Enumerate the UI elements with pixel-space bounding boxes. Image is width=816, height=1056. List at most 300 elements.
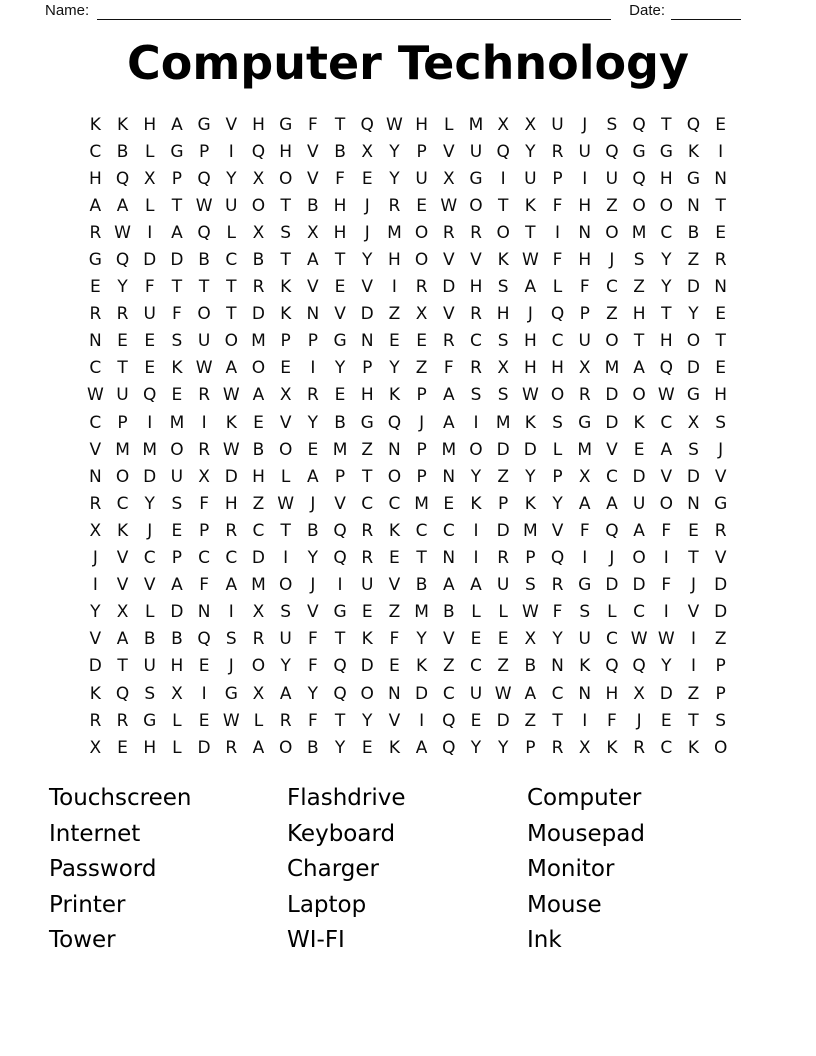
- grid-letter: T: [715, 195, 726, 216]
- grid-letter: O: [469, 195, 483, 216]
- grid-letter: O: [605, 331, 619, 352]
- grid-letter: Y: [416, 629, 427, 650]
- grid-letter: E: [443, 493, 455, 514]
- grid-letter: A: [307, 466, 319, 487]
- grid-letter: O: [360, 683, 374, 704]
- grid-letter: G: [88, 250, 102, 271]
- grid-letter: J: [718, 439, 724, 460]
- grid-letter: I: [473, 412, 479, 433]
- grid-letter: T: [280, 250, 291, 271]
- grid-letter: C: [660, 412, 673, 433]
- grid-letter: B: [415, 575, 428, 596]
- grid-letter: W: [222, 710, 240, 731]
- grid-letter: D: [714, 602, 728, 623]
- grid-letter: A: [225, 575, 238, 596]
- grid-letter: W: [521, 602, 539, 623]
- grid-letter: F: [579, 520, 590, 541]
- grid-letter: K: [225, 412, 237, 433]
- grid-letter: A: [633, 520, 645, 541]
- grid-letter: R: [470, 222, 482, 243]
- grid-letter: N: [578, 683, 592, 704]
- grid-letter: U: [143, 656, 156, 677]
- grid-letter: B: [524, 656, 537, 677]
- grid-letter: O: [251, 358, 266, 379]
- grid-letter: J: [609, 250, 615, 271]
- grid-letter: I: [147, 412, 153, 433]
- grid-letter: Y: [307, 412, 319, 433]
- grid-letter: X: [89, 737, 102, 758]
- grid-letter: G: [333, 602, 347, 623]
- grid-letter: R: [225, 737, 238, 758]
- grid-letter: F: [307, 629, 318, 650]
- grid-letter: D: [360, 656, 374, 677]
- grid-letter: T: [226, 304, 237, 325]
- grid-letter: C: [660, 737, 673, 758]
- grid-letter: S: [715, 412, 727, 433]
- grid-letter: L: [144, 141, 155, 162]
- grid-letter: E: [660, 710, 672, 731]
- grid-letter: K: [687, 141, 700, 162]
- grid-letter: H: [578, 195, 592, 216]
- grid-letter: Q: [197, 168, 211, 189]
- grid-letter: X: [578, 358, 591, 379]
- grid-letter: C: [198, 548, 211, 569]
- grid-letter: J: [690, 575, 696, 596]
- grid-letter: C: [442, 520, 455, 541]
- grid-letter: S: [144, 683, 156, 704]
- grid-letter: D: [88, 656, 102, 677]
- date-blank-line[interactable]: [671, 2, 741, 20]
- grid-letter: W: [630, 629, 648, 650]
- grid-letter: E: [470, 710, 482, 731]
- grid-letter: I: [201, 412, 207, 433]
- grid-letter: U: [524, 168, 537, 189]
- grid-letter: M: [495, 412, 511, 433]
- grid-letter: R: [89, 304, 102, 325]
- grid-letter: R: [198, 439, 210, 460]
- grid-letter: S: [688, 439, 699, 460]
- grid-letter: J: [364, 222, 370, 243]
- grid-letter: E: [334, 277, 346, 298]
- grid-letter: P: [715, 656, 726, 677]
- grid-letter: R: [470, 304, 482, 325]
- grid-letter: X: [116, 602, 129, 623]
- grid-letter: G: [360, 412, 374, 433]
- grid-letter: T: [171, 195, 183, 216]
- grid-letter: F: [607, 710, 617, 731]
- grid-letter: C: [605, 277, 618, 298]
- grid-letter: H: [252, 114, 265, 135]
- grid-letter: I: [92, 575, 98, 596]
- grid-letter: K: [416, 656, 428, 677]
- grid-letter: R: [225, 520, 238, 541]
- grid-letter: V: [606, 439, 618, 460]
- grid-letter: I: [718, 141, 724, 162]
- grid-letter: R: [442, 331, 455, 352]
- grid-letter: T: [715, 331, 726, 352]
- word-list-item: Mousepad: [527, 820, 645, 847]
- grid-letter: V: [442, 304, 455, 325]
- grid-letter: S: [280, 602, 292, 623]
- grid-letter: H: [279, 141, 293, 162]
- grid-letter: F: [199, 575, 209, 596]
- grid-letter: H: [252, 466, 265, 487]
- grid-letter: V: [660, 466, 673, 487]
- grid-letter: L: [280, 466, 291, 487]
- grid-letter: G: [469, 168, 483, 189]
- grid-letter: C: [225, 250, 238, 271]
- grid-letter: H: [659, 331, 673, 352]
- grid-letter: Q: [333, 520, 347, 541]
- grid-letter: T: [552, 710, 563, 731]
- grid-letter: U: [225, 195, 238, 216]
- grid-letter: W: [386, 114, 403, 135]
- grid-letter: J: [92, 548, 98, 569]
- grid-letter: B: [687, 222, 700, 243]
- grid-letter: T: [117, 358, 128, 379]
- grid-letter: X: [415, 304, 428, 325]
- grid-letter: Q: [632, 168, 646, 189]
- grid-letter: Q: [659, 358, 673, 379]
- grid-letter: E: [389, 548, 400, 569]
- grid-letter: P: [280, 331, 291, 352]
- grid-letter: I: [228, 141, 234, 162]
- grid-letter: Z: [687, 250, 700, 271]
- grid-letter: R: [252, 629, 265, 650]
- grid-letter: O: [550, 385, 565, 406]
- grid-letter: I: [582, 168, 588, 189]
- grid-letter: Y: [226, 168, 237, 189]
- grid-letter: R: [89, 710, 102, 731]
- grid-letter: S: [497, 331, 509, 352]
- grid-letter: A: [524, 683, 537, 704]
- grid-letter: U: [469, 141, 483, 162]
- grid-letter: U: [632, 493, 646, 514]
- grid-letter: G: [578, 575, 592, 596]
- grid-letter: I: [555, 222, 561, 243]
- grid-letter: Q: [442, 710, 456, 731]
- grid-letter: H: [143, 737, 157, 758]
- grid-letter: D: [605, 412, 619, 433]
- grid-letter: Z: [606, 304, 618, 325]
- grid-letter: Y: [389, 168, 400, 189]
- grid-letter: N: [714, 168, 728, 189]
- grid-letter: N: [578, 222, 592, 243]
- grid-letter: V: [307, 168, 319, 189]
- grid-letter: T: [334, 114, 346, 135]
- grid-letter: H: [415, 114, 428, 135]
- grid-letter: F: [579, 277, 590, 298]
- grid-letter: V: [687, 602, 700, 623]
- grid-letter: K: [579, 656, 591, 677]
- grid-letter: J: [310, 575, 316, 596]
- grid-letter: U: [279, 629, 292, 650]
- grid-letter: O: [469, 439, 483, 460]
- grid-letter: S: [280, 222, 292, 243]
- grid-letter: T: [661, 114, 672, 135]
- grid-letter: B: [307, 520, 319, 541]
- grid-letter: D: [659, 683, 673, 704]
- grid-letter: L: [552, 277, 563, 298]
- grid-letter: L: [144, 602, 155, 623]
- grid-letter: Y: [334, 737, 346, 758]
- grid-letter: H: [388, 250, 401, 271]
- grid-letter: Q: [442, 737, 456, 758]
- grid-letter: H: [333, 195, 347, 216]
- grid-letter: E: [715, 304, 727, 325]
- grid-letter: Q: [115, 250, 130, 271]
- grid-letter: J: [527, 304, 533, 325]
- grid-letter: B: [442, 602, 455, 623]
- word-list-item: Printer: [49, 891, 126, 918]
- grid-letter: E: [416, 195, 427, 216]
- grid-letter: Y: [362, 250, 373, 271]
- grid-letter: P: [552, 168, 563, 189]
- grid-letter: G: [170, 141, 184, 162]
- grid-letter: P: [579, 304, 590, 325]
- grid-letter: I: [283, 548, 289, 569]
- grid-letter: Q: [686, 114, 701, 135]
- grid-letter: K: [633, 412, 645, 433]
- grid-letter: K: [470, 493, 482, 514]
- grid-letter: O: [251, 656, 266, 677]
- grid-letter: H: [551, 358, 564, 379]
- grid-letter: Z: [388, 304, 401, 325]
- grid-letter: C: [89, 141, 102, 162]
- grid-letter: B: [198, 250, 210, 271]
- grid-letter: N: [687, 493, 700, 514]
- grid-letter: C: [551, 331, 564, 352]
- grid-letter: Q: [197, 222, 211, 243]
- grid-letter: Q: [143, 385, 157, 406]
- letter-grid: [82, 111, 735, 761]
- grid-letter: O: [713, 737, 728, 758]
- grid-letter: A: [415, 737, 428, 758]
- grid-letter: N: [388, 683, 401, 704]
- grid-letter: N: [442, 548, 456, 569]
- grid-letter: T: [334, 710, 346, 731]
- grid-letter: I: [690, 656, 696, 677]
- grid-letter: Q: [550, 304, 565, 325]
- grid-letter: P: [334, 466, 346, 487]
- grid-letter: T: [226, 277, 237, 298]
- grid-letter: X: [307, 222, 319, 243]
- grid-letter: V: [116, 575, 129, 596]
- name-blank-line[interactable]: [97, 2, 611, 20]
- grid-letter: V: [388, 575, 401, 596]
- grid-letter: I: [391, 277, 397, 298]
- grid-letter: S: [633, 250, 645, 271]
- grid-letter: I: [582, 710, 588, 731]
- grid-letter: U: [415, 168, 428, 189]
- grid-letter: X: [252, 602, 265, 623]
- grid-letter: E: [253, 412, 264, 433]
- grid-letter: I: [419, 710, 425, 731]
- grid-letter: Y: [117, 277, 128, 298]
- grid-letter: G: [279, 114, 293, 135]
- grid-letter: Y: [470, 466, 482, 487]
- grid-letter: I: [337, 575, 343, 596]
- grid-letter: N: [88, 466, 102, 487]
- grid-letter: B: [116, 141, 129, 162]
- grid-letter: L: [444, 114, 454, 135]
- grid-letter: P: [552, 466, 563, 487]
- grid-letter: E: [171, 385, 183, 406]
- grid-letter: V: [143, 575, 156, 596]
- grid-letter: Y: [280, 656, 291, 677]
- grid-letter: T: [497, 195, 509, 216]
- grid-letter: R: [306, 385, 319, 406]
- grid-letter: O: [278, 439, 293, 460]
- grid-letter: E: [688, 520, 699, 541]
- grid-letter: V: [334, 493, 346, 514]
- grid-letter: X: [252, 168, 265, 189]
- grid-letter: V: [89, 629, 102, 650]
- grid-letter: X: [89, 520, 102, 541]
- grid-letter: O: [197, 304, 211, 325]
- grid-letter: K: [606, 737, 618, 758]
- grid-letter: U: [578, 331, 591, 352]
- grid-letter: Q: [550, 548, 565, 569]
- grid-letter: M: [414, 602, 429, 623]
- grid-letter: B: [252, 250, 265, 271]
- grid-letter: R: [361, 548, 374, 569]
- grid-letter: E: [715, 358, 727, 379]
- grid-letter: K: [524, 195, 536, 216]
- grid-letter: G: [659, 141, 673, 162]
- grid-letter: I: [201, 683, 207, 704]
- grid-letter: D: [251, 304, 266, 325]
- grid-letter: X: [252, 683, 265, 704]
- grid-letter: D: [251, 548, 266, 569]
- grid-letter: M: [332, 439, 348, 460]
- grid-letter: C: [143, 548, 156, 569]
- grid-letter: W: [494, 683, 512, 704]
- grid-letter: A: [442, 412, 455, 433]
- grid-letter: D: [686, 277, 701, 298]
- grid-letter: O: [632, 385, 646, 406]
- grid-letter: W: [86, 385, 104, 406]
- grid-letter: D: [170, 602, 184, 623]
- grid-letter: Y: [661, 277, 672, 298]
- grid-letter: P: [198, 520, 210, 541]
- grid-letter: O: [115, 466, 130, 487]
- grid-letter: L: [552, 439, 563, 460]
- word-list-item: WI-FI: [287, 927, 345, 954]
- grid-letter: S: [497, 385, 509, 406]
- grid-letter: T: [280, 520, 291, 541]
- grid-letter: R: [551, 575, 564, 596]
- grid-letter: O: [278, 737, 293, 758]
- grid-letter: C: [252, 520, 265, 541]
- grid-letter: S: [524, 575, 536, 596]
- grid-letter: H: [88, 168, 102, 189]
- grid-letter: H: [605, 683, 619, 704]
- grid-letter: T: [334, 629, 346, 650]
- grid-letter: E: [497, 629, 509, 650]
- grid-letter: T: [416, 548, 427, 569]
- grid-letter: O: [659, 493, 673, 514]
- grid-letter: Z: [633, 277, 645, 298]
- grid-letter: D: [714, 575, 728, 596]
- grid-letter: H: [143, 114, 157, 135]
- grid-letter: T: [362, 466, 373, 487]
- grid-letter: D: [496, 710, 510, 731]
- grid-letter: Q: [115, 168, 130, 189]
- grid-letter: X: [252, 222, 265, 243]
- grid-letter: P: [416, 466, 427, 487]
- grid-letter: A: [171, 575, 183, 596]
- grid-letter: E: [334, 385, 346, 406]
- grid-letter: C: [660, 222, 673, 243]
- grid-letter: D: [632, 466, 646, 487]
- grid-letter: R: [470, 358, 482, 379]
- grid-letter: X: [279, 385, 292, 406]
- grid-letter: U: [578, 629, 591, 650]
- grid-letter: Q: [496, 141, 510, 162]
- grid-letter: N: [88, 331, 102, 352]
- word-list-item: Computer: [527, 785, 642, 811]
- grid-letter: O: [686, 331, 701, 352]
- grid-letter: E: [633, 439, 645, 460]
- grid-letter: X: [198, 466, 210, 487]
- grid-letter: I: [473, 548, 479, 569]
- grid-letter: K: [524, 412, 536, 433]
- grid-letter: Y: [552, 629, 563, 650]
- grid-letter: X: [524, 629, 537, 650]
- grid-letter: A: [252, 737, 265, 758]
- grid-letter: D: [143, 466, 157, 487]
- grid-letter: Z: [415, 358, 428, 379]
- grid-letter: W: [657, 629, 675, 650]
- word-list: [49, 781, 645, 959]
- grid-letter: W: [521, 250, 539, 271]
- grid-letter: J: [310, 493, 316, 514]
- grid-letter: H: [632, 304, 646, 325]
- grid-letter: A: [307, 250, 319, 271]
- grid-letter: V: [714, 548, 727, 569]
- grid-letter: R: [551, 141, 564, 162]
- grid-letter: Z: [388, 602, 401, 623]
- grid-letter: D: [496, 520, 510, 541]
- grid-letter: Q: [605, 141, 619, 162]
- grid-letter: U: [496, 575, 510, 596]
- grid-letter: Q: [333, 656, 347, 677]
- grid-letter: B: [143, 629, 156, 650]
- grid-letter: O: [659, 195, 673, 216]
- grid-letter: K: [388, 737, 400, 758]
- grid-letter: D: [442, 277, 456, 298]
- grid-letter: M: [631, 222, 647, 243]
- grid-letter: M: [604, 358, 620, 379]
- grid-letter: P: [198, 141, 210, 162]
- grid-letter: E: [144, 331, 156, 352]
- grid-letter: P: [416, 439, 427, 460]
- grid-letter: R: [116, 304, 129, 325]
- grid-letter: X: [171, 683, 183, 704]
- grid-letter: Z: [606, 195, 618, 216]
- date-label: Date:: [629, 2, 665, 19]
- grid-letter: J: [636, 710, 642, 731]
- grid-letter: M: [441, 439, 457, 460]
- grid-letter: S: [171, 493, 183, 514]
- grid-letter: Z: [714, 629, 727, 650]
- grid-letter: A: [606, 493, 618, 514]
- grid-letter: R: [714, 250, 727, 271]
- grid-letter: K: [116, 520, 129, 541]
- grid-letter: I: [500, 168, 506, 189]
- grid-letter: Q: [387, 412, 402, 433]
